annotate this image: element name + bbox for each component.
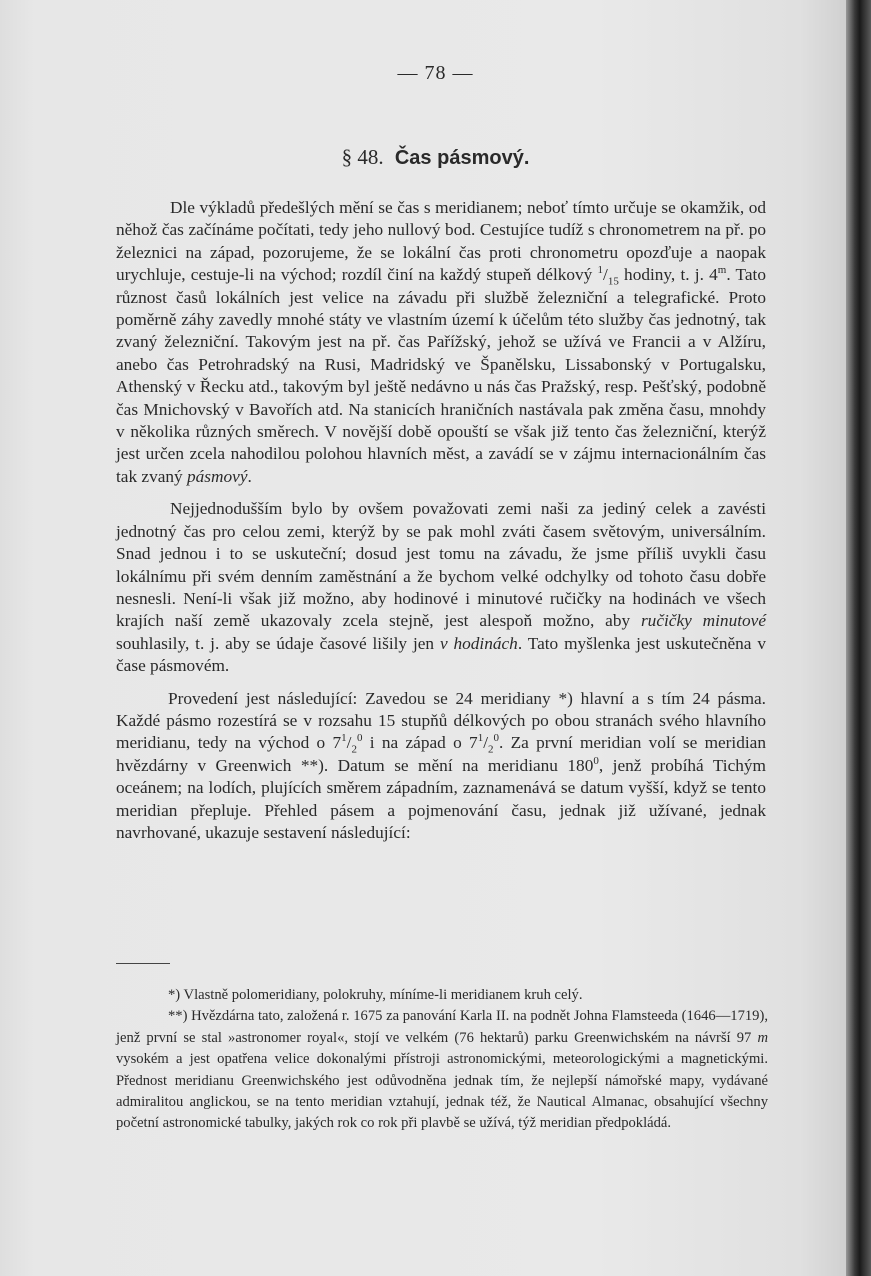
section-mark: § 48. [341, 145, 384, 169]
footnote-separator [116, 963, 170, 964]
paragraph-1 [116, 197, 766, 488]
fraction-1-slash: / [346, 733, 352, 753]
paragraph-1-text-a: Dle výkladů předešlých mění se čas s meridianem; neboť tímto určuje se okamžik, od něhož čas začínáme počítati, tedy jeho nullový bod. Cestujíce tudíž s chronometrem na př. po železnici na západ, pozorujeme, že se lokální čas proti chronometru opozďuje a naopak urychluje, cestuje-li na východ; rozdíl činí na každý stupeň délkový [116, 198, 766, 285]
fraction-1-denominator: 2 [351, 743, 357, 756]
paragraph-3-text-d: , jenž probíhá Tichým oceánem; na lodích, plujících směrem západním, zaznamenává se datum vyšší, když se tento meridian přepluje. Přehled pásem a pojmenování času, jednak již užívané, jednak navrhované, ukazuje sestavení následující: [116, 755, 766, 842]
paragraph-2-text-a: Nejjednodušším bylo by ovšem považovati zemi naši za jediný celek a zavésti jednotný čas pro celou zemi, kterýž by se pak mohl zváti časem světovým, universálním. Snad jednou i to se uskuteční; dosud jest tomu na závadu, že jsme příliš uvykli času lokálnímu při svém denním zaměstnání a že bychom velké odchylky od tohoto času dobře nesnesli. Není-li však již možno, aby hodinové i minutové ručičky na hodinách ve všech krajích naší země ukazovaly zcela stejně, jest alespoň možno, aby [116, 499, 766, 631]
fraction-slash: / [603, 265, 608, 285]
paragraph-2-text-b: souhlasily, t. j. aby se údaje časové lišily jen [116, 633, 440, 653]
emphasis-v-hodinach: v hodinách [439, 633, 518, 653]
paragraph-2-text-c: . Tato myšlenka jest uskutečněna v čase pásmovém. [116, 633, 766, 676]
section-heading [0, 145, 871, 170]
fraction-1-numerator: 1 [341, 732, 347, 745]
paragraph-1-text-c: . Tato různost časů lokálních jest velice na závadu při službě železniční a telegrafické. Proto poměrně záhy zavedly mnohé státy ve vlastním území k účelům této služby čas jednotný, tak zvaný železniční. Takovým jest na př. čas Pařížský, jehož se užívá ve Francii a v Alžíru, anebo čas Petrohradský na Rusi, Madridský ve Španělsku, Lissabonský v Portugalsku, Athenský v Řecku atd., takovým byl ještě nedávno u nás čas Pražský, resp. Pešťský, podobně čas Mnichovský v Bavořích atd. Na stanicích hraničních nastávala pak změna času, mnohdy v několika různých směrech. V novější době opouští se však již tento čas železniční, kterýž jest určen zcela nahodilou polohou hlavních měst, a zavádí se v zájmu internacionálním čas tak zvaný [116, 265, 766, 486]
emphasis-pasmovy: pásmový [187, 466, 248, 486]
paragraph-1-text-d: . [247, 466, 252, 486]
section-title: Čas pásmový. [394, 147, 530, 169]
minutes-superscript: m [717, 264, 727, 277]
footnote-2 [116, 1006, 768, 1134]
page-number: — 78 — [397, 62, 474, 84]
paragraph-1-text-b: hodiny, t. j. 4 [618, 265, 718, 285]
footnote-2-text-a: **) Hvězdárna tato, založená r. 1675 za panování Karla II. na podnět Johna Flamsteeda (1646—1719), jenž první se stal »astronomer royal«, stojí ve velkém (76 hektarů) parku Greenwichském na návrší 97 [116, 1008, 768, 1046]
paragraph-3-text-a: Provedení jest následující: Zavedou se 24 meridiany *) hlavní a s tím 24 pásma. Každé pásmo rozestírá se v rozsahu 15 stupňů délkových po obou stranách svého hlavního meridianu, tedy na východ o 7 [116, 688, 766, 753]
footnote-1: *) Vlastně polomeridiany, polokruhy, míníme-li meridianem kruh celý. [168, 987, 583, 1003]
footnotes [116, 985, 768, 1135]
fraction-numerator: 1 [597, 264, 604, 277]
paragraph-2 [116, 498, 766, 677]
fraction-2-denominator: 2 [488, 743, 494, 756]
paragraph-3-text-c: . Za první meridian volí se meridian hvězdárny v Greenwich **). Datum se mění na meridianu 180 [116, 733, 766, 775]
footnote-2-text-b: vysokém a jest opatřena velice dokonalými přístroji astronomickými, meteorologickými a magnetickými. Přednost meridianu Greenwichského jest odůvodněna jednak tím, že nejlepší námořské mapy, vydávané admiralitou anglickou, se na tento meridian vztahují, jednak též, že Nautical Almanac, obsahující všechny početní astronomické tabulky, jakých rok co rok při plavbě se užívá, týž meridian předpokládá. [116, 1051, 768, 1132]
fraction-2-slash: / [483, 733, 488, 753]
degree-3-mark: 0 [593, 754, 599, 767]
degree-2-mark: 0 [493, 732, 499, 745]
fraction-2-numerator: 1 [477, 732, 484, 745]
emphasis-rucicky-minutove: ručičky minutové [640, 611, 766, 631]
paragraph-3-text-b: i na západ o 7 [362, 733, 478, 753]
book-spine-shadow [846, 0, 871, 1276]
paragraph-3 [116, 688, 766, 845]
fraction-denominator: 15 [607, 275, 619, 288]
body-text [116, 197, 766, 854]
degree-1-mark: 0 [356, 732, 363, 745]
emphasis-m: m [757, 1029, 768, 1046]
